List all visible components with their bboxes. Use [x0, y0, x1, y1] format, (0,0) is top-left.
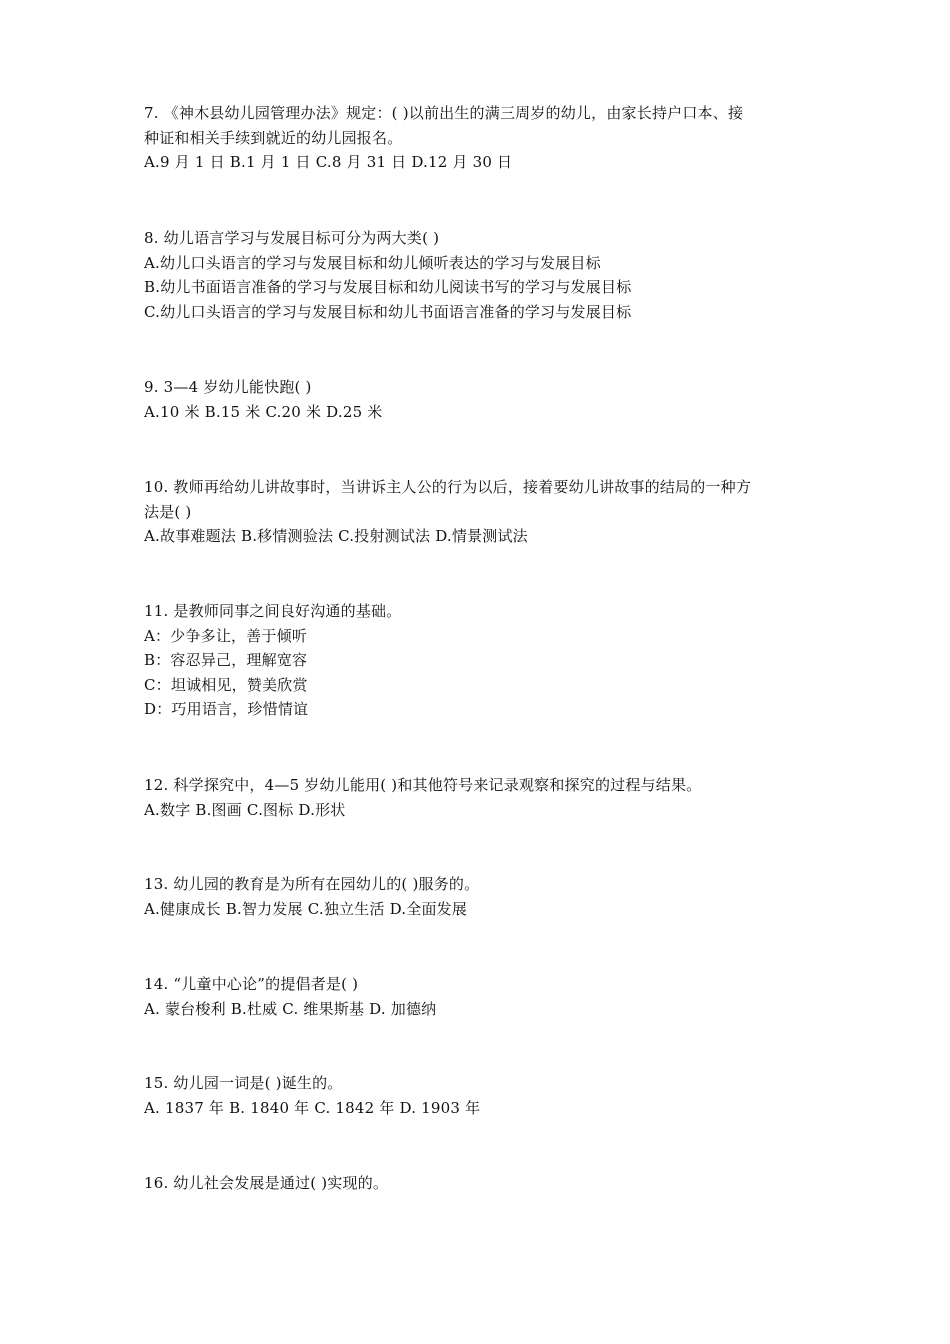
question-stem: 8. 幼儿语言学习与发展目标可分为两大类( ): [144, 229, 440, 247]
question-7: [144, 101, 824, 175]
option-b: B.幼儿书面语言准备的学习与发展目标和幼儿阅读书写的学习与发展目标: [144, 278, 632, 297]
option-c: C.幼儿口头语言的学习与发展目标和幼儿书面语言准备的学习与发展目标: [144, 302, 632, 321]
option-d: D：巧用语言，珍惜情谊: [144, 700, 309, 719]
answer-options: A.9 月 1 日 B.1 月 1 日 C.8 月 31 日 D.12 月 30 日: [144, 153, 513, 172]
question-stem: 10. 教师再给幼儿讲故事时，当讲诉主人公的行为以后，接着要幼儿讲故事的结局的一种方: [144, 478, 752, 496]
question-stem-continued: 法是( ): [144, 502, 192, 521]
question-stem: 15. 幼儿园一词是( )诞生的。: [144, 1074, 343, 1092]
answer-options: A. 蒙台梭利 B.杜威 C. 维果斯基 D. 加德纳: [144, 999, 437, 1018]
answer-options: A. 1837 年 B. 1840 年 C. 1842 年 D. 1903 年: [144, 1098, 481, 1117]
answer-options: A.10 米 B.15 米 C.20 米 D.25 米: [144, 402, 383, 421]
answer-options: A.故事难题法 B.移情测验法 C.投射测试法 D.情景测试法: [144, 527, 528, 546]
question-13: [144, 872, 824, 921]
question-16: [144, 1171, 824, 1196]
option-c: C：坦诚相见，赞美欣赏: [144, 675, 308, 694]
question-stem: 16. 幼儿社会发展是通过( )实现的。: [144, 1174, 389, 1192]
question-8: [144, 226, 824, 324]
question-stem: 11. 是教师同事之间良好沟通的基础。: [144, 602, 402, 620]
question-stem-continued: 种证和相关手续到就近的幼儿园报名。: [144, 128, 403, 147]
question-stem: 12. 科学探究中，4—5 岁幼儿能用( )和其他符号来记录观察和探究的过程与结果。: [144, 776, 702, 794]
option-b: B：容忍异己，理解宽容: [144, 651, 308, 670]
question-stem: 7. 《神木县幼儿园管理办法》规定：( )以前出生的满三周岁的幼儿，由家长持户口本、接: [144, 104, 744, 122]
option-a: A：少争多让，善于倾听: [144, 626, 308, 645]
option-a: A.幼儿口头语言的学习与发展目标和幼儿倾听表达的学习与发展目标: [144, 253, 601, 272]
question-10: [144, 475, 824, 549]
question-stem: 14. “儿童中心论”的提倡者是( ): [144, 975, 359, 993]
question-15: [144, 1071, 824, 1120]
answer-options: A.数字 B.图画 C.图标 D.形状: [144, 800, 346, 819]
question-11: [144, 599, 824, 722]
question-stem: 9. 3—4 岁幼儿能快跑( ): [144, 378, 312, 396]
answer-options: A.健康成长 B.智力发展 C.独立生活 D.全面发展: [144, 899, 468, 918]
question-14: [144, 972, 824, 1021]
question-9: [144, 375, 824, 424]
question-stem: 13. 幼儿园的教育是为所有在园幼儿的( )服务的。: [144, 875, 480, 893]
question-12: [144, 773, 824, 822]
